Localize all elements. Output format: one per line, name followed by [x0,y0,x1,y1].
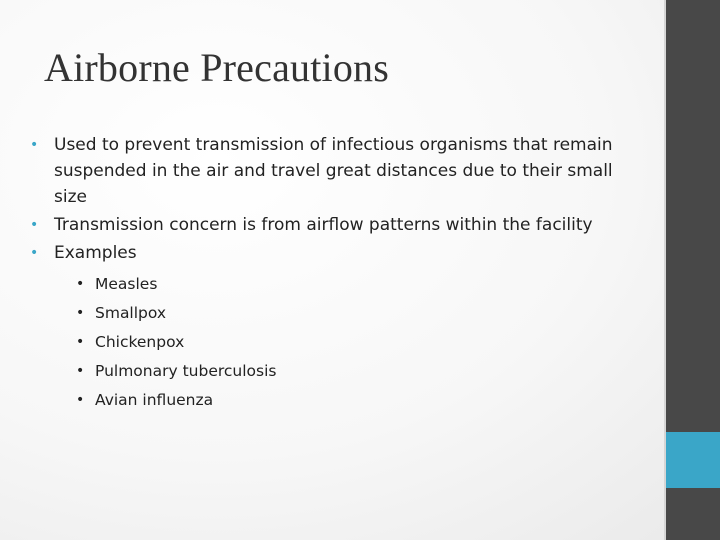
bullet-icon: • [30,137,39,153]
slide-content [28,132,648,415]
example-text: Pulmonary tuberculosis [95,362,277,380]
list-item [28,357,648,386]
list-item [28,386,648,415]
examples-list [28,270,648,415]
bullet-item [28,240,648,266]
bullet-item [28,132,648,210]
example-text: Smallpox [95,304,167,322]
bullet-text: Transmission concern is from airflow patterns within the facility [54,215,593,235]
example-text: Chickenpox [95,333,185,351]
bullet-icon: • [30,245,39,261]
bullet-text: Examples [54,243,137,263]
example-text: Measles [95,275,158,293]
bullet-text: Used to prevent transmission of infectious organisms that remain suspended in the air and travel great distances due to their small size [54,135,613,207]
accent-block [666,432,720,488]
list-item [28,328,648,357]
bullet-item [28,212,648,238]
slide-title: Airborne Precautions [44,45,390,90]
list-item [28,299,648,328]
list-item [28,270,648,299]
example-text: Avian influenza [95,391,214,409]
sub-bullet-icon: • [76,392,85,408]
sub-bullet-icon: • [76,334,85,350]
bullet-icon: • [30,217,39,233]
sub-bullet-icon: • [76,276,85,292]
sub-bullet-icon: • [76,305,85,321]
sub-bullet-icon: • [76,363,85,379]
